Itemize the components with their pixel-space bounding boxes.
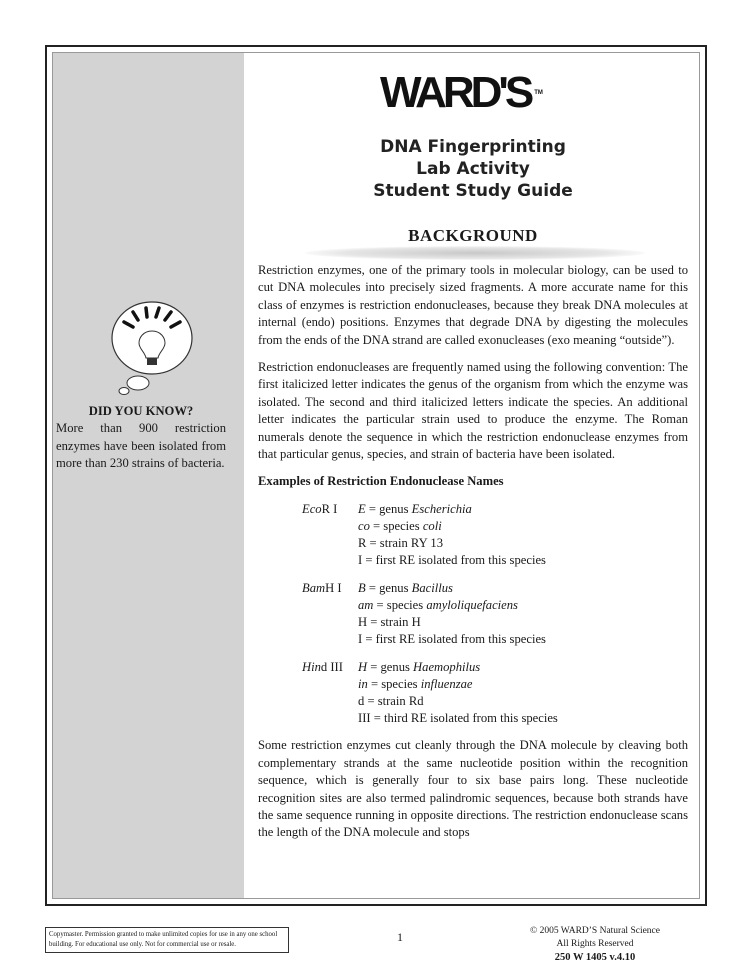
example-entry [302, 580, 688, 649]
copyright-block [520, 925, 670, 964]
paragraph: Restriction enzymes, one of the primary tools in molecular biology, can be used to cut DNA molecules into precisely sized fragments. A more accurate name for this class of enzymes is restriction endonucleases, because they break DNA molecules at internal (endo) positions. Enzymes that degrade DNA by digesting the molecules from the ends of the DNA strand are called exonucleases (exo meaning “outside”). [258, 263, 688, 347]
wards-logo [380, 68, 543, 118]
section-heading: BACKGROUND [408, 226, 538, 245]
example-line-part: III = third RE isolated from this species [358, 711, 558, 726]
example-line-part: H [358, 659, 368, 674]
did-you-know-heading: DID YOU KNOW? [88, 404, 194, 418]
copyright: © 2005 WARD’S Natural Science [530, 926, 660, 936]
example-lines [358, 501, 688, 570]
example-line-part: am [358, 597, 374, 612]
enzyme-name-suffix: R I [321, 501, 338, 516]
example-line-part: = genus [365, 501, 412, 516]
example-line-part: coli [422, 519, 442, 534]
example-line [358, 535, 688, 552]
example-line [358, 676, 688, 693]
example-line [358, 518, 688, 535]
example-line-part: = species [373, 597, 427, 612]
product-code: 250 W 1405 v.4.10 [554, 952, 636, 963]
example-line-part: amyloliquefaciens [426, 597, 518, 612]
example-line [358, 552, 688, 569]
title-line: Lab Activity [416, 159, 530, 179]
example-line-part: = genus [365, 580, 412, 595]
enzyme-name [302, 501, 358, 570]
enzyme-name-prefix: Hin [302, 659, 321, 674]
logo-tm: TM [534, 90, 543, 96]
example-line [358, 501, 688, 518]
lightbulb-thought-icon [100, 295, 210, 395]
example-line-part: I = first RE isolated from this species [358, 553, 546, 568]
example-line [358, 693, 688, 710]
example-line-part: E [358, 501, 366, 516]
enzyme-name [302, 580, 358, 649]
examples-list [258, 501, 688, 727]
paragraph: Some restriction enzymes cut cleanly through the DNA molecule by cleaving both complementary strands at the same nucleotide position within the recognition sequence, which is generally four to six base pairs long. These nucleotide recognition sites are also termed palindromic sequences, because both strands have the same sequence running in opposite directions. The restriction endonuclease scans the length of the DNA molecule and stops [258, 738, 688, 840]
example-line-part: co [358, 519, 370, 534]
main-column [258, 262, 688, 852]
example-line-part: I = first RE isolated from this species [358, 632, 546, 647]
paragraph: Restriction endonucleases are frequently named using the following convention: The first italicized letter indicates the genus of the organism from which the enzyme was isolated. The second and third italicized letters indicate the species. An additional letter indicates the particular strain used to produce the enzyme. The Roman numerals denote the sequence in which the restriction endonuclease enzymes from that particular genus, species, and strain of bacteria have been isolated. [258, 360, 688, 462]
example-line-part: = species [367, 676, 421, 691]
example-line [358, 597, 688, 614]
example-line-part: in [358, 676, 368, 691]
example-line-part: Haemophilus [413, 659, 481, 674]
heading-shadow [305, 246, 645, 260]
enzyme-name-suffix: H I [325, 580, 342, 595]
title-line: Student Study Guide [373, 181, 573, 201]
copymaster-notice: Copymaster. Permission granted to make unlimited copies for use in any one school building. For educational use only. Not for commercial use or resale. [45, 927, 289, 953]
page-number: 1 [397, 930, 403, 944]
enzyme-name-prefix: Bam [302, 580, 326, 595]
logo-text: WARD'S [380, 68, 531, 117]
sidebar [53, 53, 244, 898]
did-you-know-text: More than 900 restriction enzymes have been isolated from more than 230 strains of bacteria. [56, 421, 226, 471]
example-line [358, 614, 688, 631]
example-line-part: R = strain RY 13 [358, 536, 444, 551]
example-entry [302, 659, 688, 728]
title-line: DNA Fingerprinting [380, 137, 566, 157]
example-line-part: influenzae [420, 676, 473, 691]
example-line-part: = species [369, 519, 423, 534]
example-line-part: d = strain Rd [358, 693, 424, 708]
enzyme-name-suffix: d III [320, 659, 343, 674]
example-line [358, 631, 688, 648]
example-line-part: H = strain H [358, 615, 421, 630]
enzyme-name-prefix: Eco [302, 501, 322, 516]
did-you-know-box [56, 403, 226, 473]
example-line-part: Bacillus [411, 580, 453, 595]
example-line [358, 710, 688, 727]
example-line [358, 659, 688, 676]
example-lines [358, 659, 688, 728]
example-line-part: Escherichia [411, 501, 472, 516]
example-line-part: B [358, 580, 366, 595]
example-entry [302, 501, 688, 570]
example-line [358, 580, 688, 597]
example-lines [358, 580, 688, 649]
enzyme-name [302, 659, 358, 728]
examples-heading: Examples of Restriction Endonuclease Names [258, 474, 504, 489]
example-line-part: = genus [367, 659, 414, 674]
document-title [243, 136, 703, 202]
rights: All Rights Reserved [556, 939, 634, 949]
